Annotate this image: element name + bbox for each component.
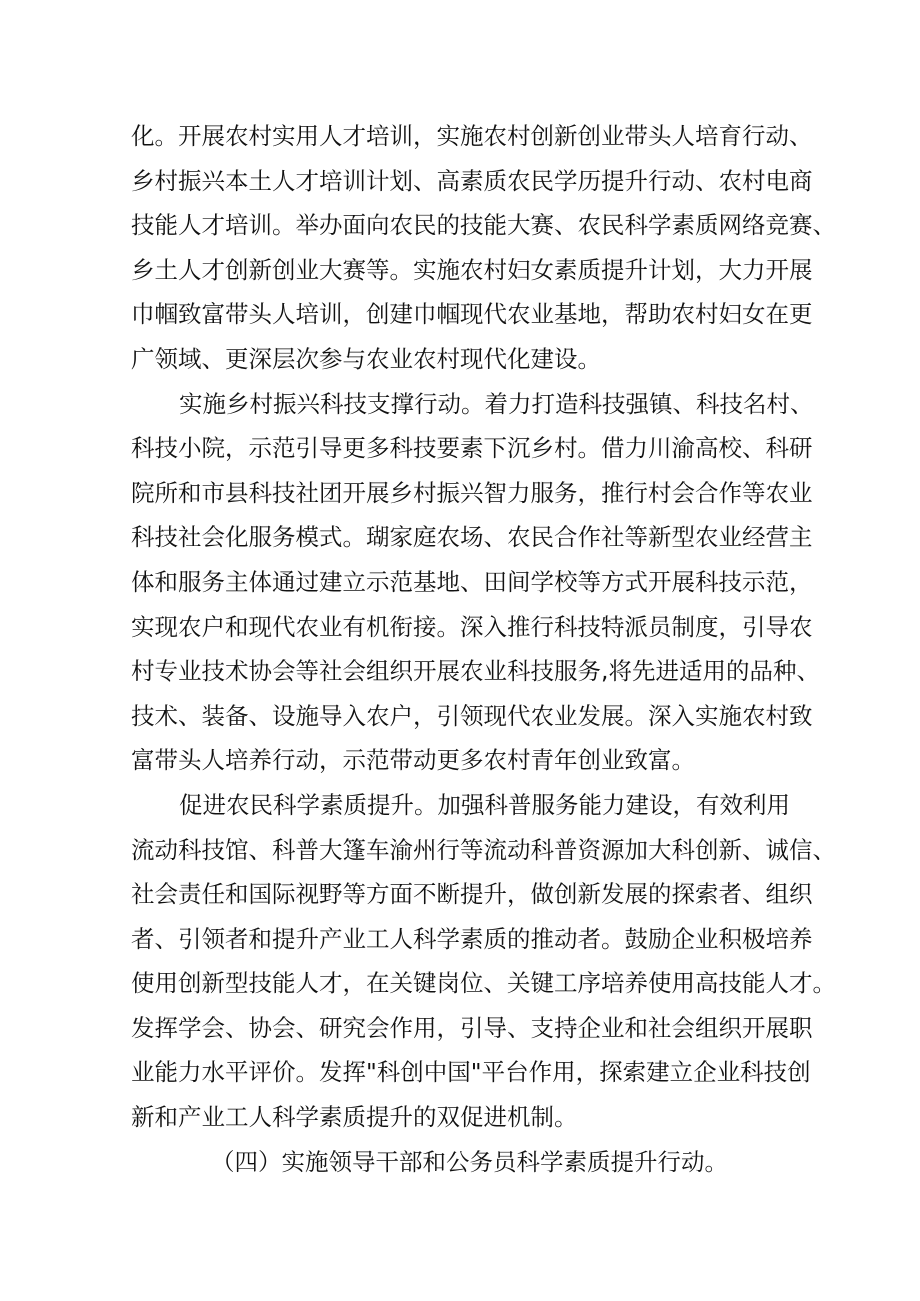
text-line: 发挥学会、协会、研究会作用，引导、支持企业和社会组织开展职 (131, 1013, 813, 1042)
text-line: 乡村振兴本土人才培训计划、高素质农民学历提升行动、农村电商 (131, 166, 813, 195)
text-line: 新和产业工人科学素质提升的双促进机制。 (131, 1103, 578, 1132)
text-line: 技能人才培训。举办面向农民的技能大赛、农民科学素质网络竞赛、 (131, 211, 836, 240)
text-line: 巾帼致富带头人培训，创建巾帼现代农业基地，帮助农村妇女在更 (131, 300, 813, 329)
text-line: 乡土人才创新创业大赛等。实施农村妇女素质提升计划，大力开展 (131, 255, 813, 284)
text-line: 院所和市县科技社团开展乡村振兴智力服务，推行村会合作等农业 (131, 478, 813, 507)
text-line: 广领域、更深层次参与农业农村现代化建设。 (131, 344, 601, 373)
text-line: 业能力水平评价。发挥"科创中国"平台作用，探索建立企业科技创 (131, 1058, 811, 1087)
text-line: 富带头人培养行动，示范带动更多农村青年创业致富。 (131, 746, 695, 775)
text-line: 村专业技术协会等社会组织开展农业科技服务,将先进适用的品种、 (131, 657, 820, 686)
text-line: 社会责任和国际视野等方面不断提升，做创新发展的探索者、组织 (131, 880, 813, 909)
text-line: 实施乡村振兴科技支撑行动。着力打造科技强镇、科技名村、 (179, 389, 814, 418)
text-line: 化。开展农村实用人才培训，实施农村创新创业带头人培育行动、 (131, 122, 813, 150)
text-line: 促进农民科学素质提升。加强科普服务能力建设，有效利用 (179, 790, 790, 819)
paragraph-tech-support-action (131, 382, 820, 783)
text-line: 使用创新型技能人才，在关键岗位、关键工序培养使用高技能人才。 (131, 969, 836, 998)
text-line: 技术、装备、设施导入农户，引领现代农业发展。深入实施农村致 (131, 701, 813, 730)
text-line: 科技社会化服务模式。瑚家庭农场、农民合作社等新型农业经营主 (131, 523, 813, 552)
text-line: 科技小院，示范引导更多科技要素下沉乡村。借力川渝高校、科研 (131, 434, 813, 463)
text-line: 者、引领者和提升产业工人科学素质的推动者。鼓励企业积极培养 (131, 924, 813, 953)
section-heading-4 (131, 1140, 795, 1185)
paragraph-rural-talent-training (131, 114, 836, 382)
section-heading: （四）实施领导干部和公务员科学素质提升行动。 (211, 1147, 728, 1176)
document-body (131, 114, 836, 1184)
paragraph-farmer-science-literacy (131, 783, 836, 1140)
text-line: 体和服务主体通过建立示范基地、田间学校等方式开展科技示范， (131, 567, 813, 596)
text-line: 流动科技馆、科普大篷车渝州行等流动科普资源加大科创新、诚信、 (131, 835, 836, 864)
text-line: 实现农户和现代农业有机衔接。深入推行科技特派员制度，引导农 (131, 612, 813, 641)
